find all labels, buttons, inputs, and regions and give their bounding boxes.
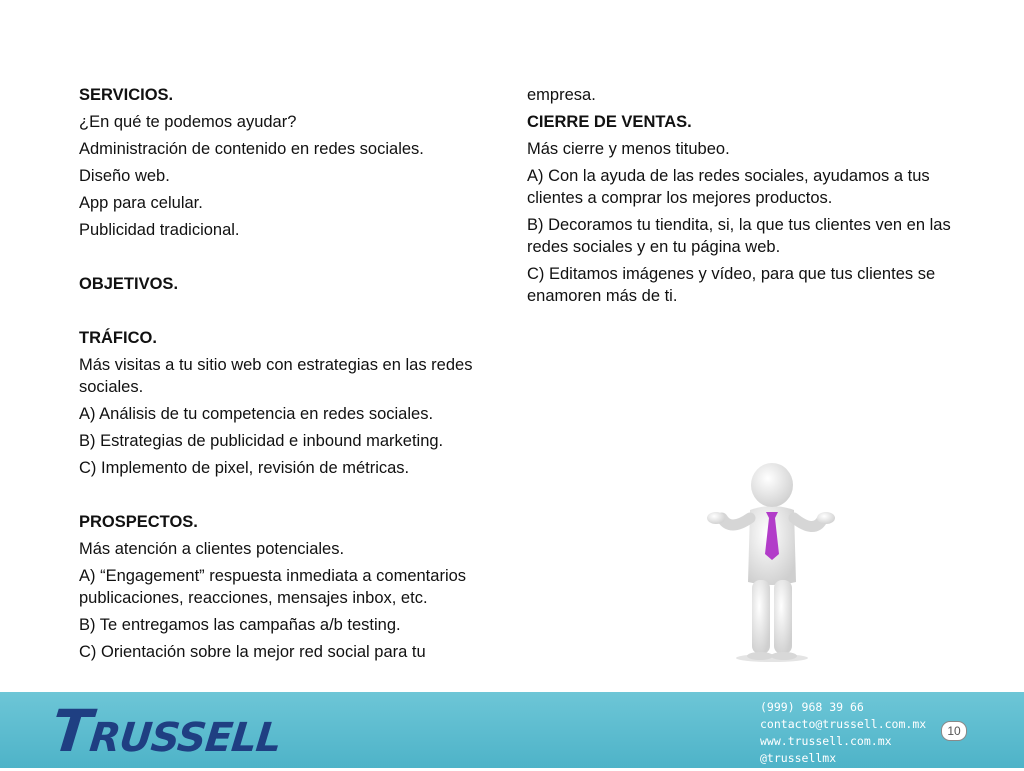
prospectos-item: B) Te entregamos las campañas a/b testing. <box>79 616 401 634</box>
servicios-item: App para celular. <box>79 194 203 212</box>
3d-person-shrugging-icon <box>700 462 840 662</box>
servicios-heading: SERVICIOS. <box>79 86 174 104</box>
website-url: www.trussell.com.mx <box>760 734 892 748</box>
servicios-item: Administración de contenido en redes sociales. <box>79 140 424 158</box>
left-column <box>79 84 524 668</box>
spacer <box>79 246 524 273</box>
prospectos-item: A) “Engagement” respuesta inmediata a comentarios publicaciones, reacciones, mensajes inbox, etc. <box>79 567 467 607</box>
prospectos-heading: PROSPECTOS. <box>79 513 198 531</box>
trafico-item: A) Análisis de tu competencia en redes sociales. <box>79 405 434 423</box>
trussell-logo: TRUSSELL <box>48 697 284 765</box>
phone-number: (999) 968 39 66 <box>760 700 864 714</box>
page-number: 10 <box>941 721 967 741</box>
cierre-item: A) Con la ayuda de las redes sociales, ayudamos a tus clientes a comprar los mejores productos. <box>527 167 930 207</box>
prospectos-item: C) Orientación sobre la mejor red social para tu <box>79 643 426 661</box>
cierre-heading: CIERRE DE VENTAS. <box>527 113 692 131</box>
objetivos-heading: OBJETIVOS. <box>79 275 179 293</box>
contact-info <box>760 699 926 767</box>
trafico-heading: TRÁFICO. <box>79 329 157 347</box>
social-handle: @trussellmx <box>760 751 837 765</box>
right-column <box>527 84 967 312</box>
prospectos-item: Más atención a clientes potenciales. <box>79 540 345 558</box>
cierre-item: C) Editamos imágenes y vídeo, para que tus clientes se enamoren más de ti. <box>527 265 936 305</box>
servicios-item: Publicidad tradicional. <box>79 221 240 239</box>
servicios-item: Diseño web. <box>79 167 170 185</box>
servicios-item: ¿En qué te podemos ayudar? <box>79 113 297 131</box>
trafico-item: B) Estrategias de publicidad e inbound marketing. <box>79 432 444 450</box>
footer-bar <box>0 692 1024 768</box>
trafico-item: Más visitas a tu sitio web con estrategias en las redes sociales. <box>79 356 473 396</box>
cierre-item: B) Decoramos tu tiendita, si, la que tus clientes ven en las redes sociales y en tu página web. <box>527 216 951 256</box>
cierre-item: Más cierre y menos titubeo. <box>527 140 730 158</box>
spacer <box>79 484 524 511</box>
email-address: contacto@trussell.com.mx <box>760 717 927 731</box>
trafico-item: C) Implemento de pixel, revisión de métricas. <box>79 459 410 477</box>
continuation-text: empresa. <box>527 86 596 104</box>
spacer <box>79 300 524 327</box>
